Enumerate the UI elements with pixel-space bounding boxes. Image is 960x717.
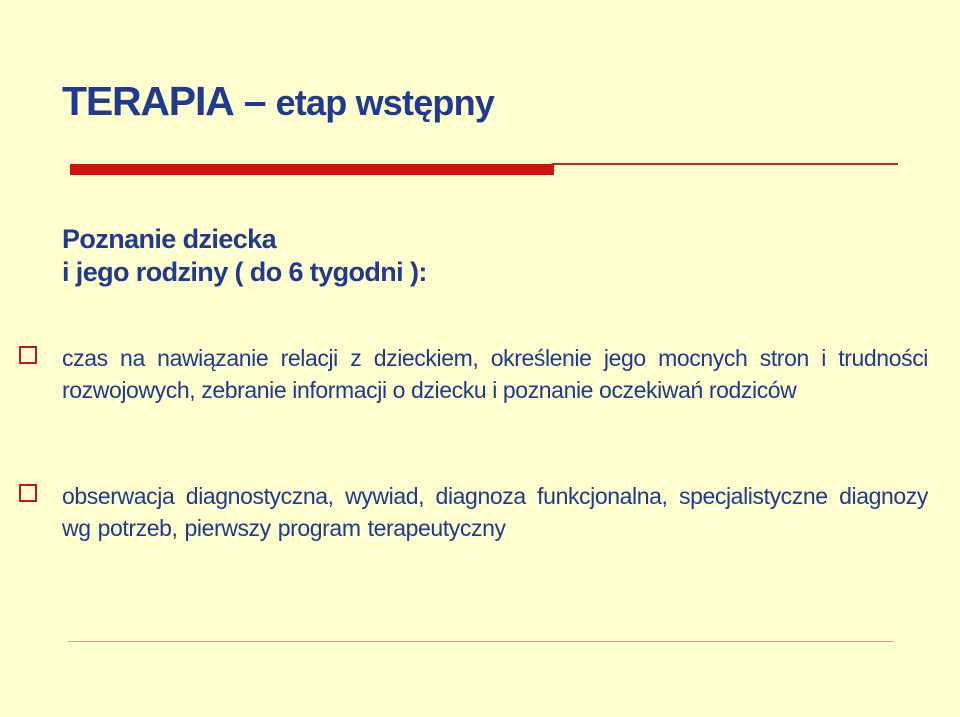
title-main: TERAPIA [62,78,234,124]
title-subtitle: etap wstępny [275,82,495,123]
slide-title [62,78,494,125]
list-item: czas na nawiązanie relacji z dzieckiem, określenie jego mocnych stron i trudności rozwojowych, zebranie informacji o dziecku i poznanie oczekiwań rodziców [62,345,928,403]
title-dash: – [243,78,266,124]
list-item: obserwacja diagnostyczna, wywiad, diagnoza funkcjonalna, specjalistyczne diagnozy wg potrzeb, pierwszy program terapeutyczny [62,483,928,541]
hollow-square-bullet-icon [19,346,37,364]
title-underline-bar [70,164,554,175]
section-heading [62,223,427,289]
title-underline-thin-rule [552,163,898,165]
section-heading-line-1: Poznanie dziecka [62,224,276,254]
section-heading-line-2: i jego rodziny ( do 6 tygodni ): [62,257,427,287]
footer-divider [68,641,894,642]
hollow-square-bullet-icon [19,484,37,502]
